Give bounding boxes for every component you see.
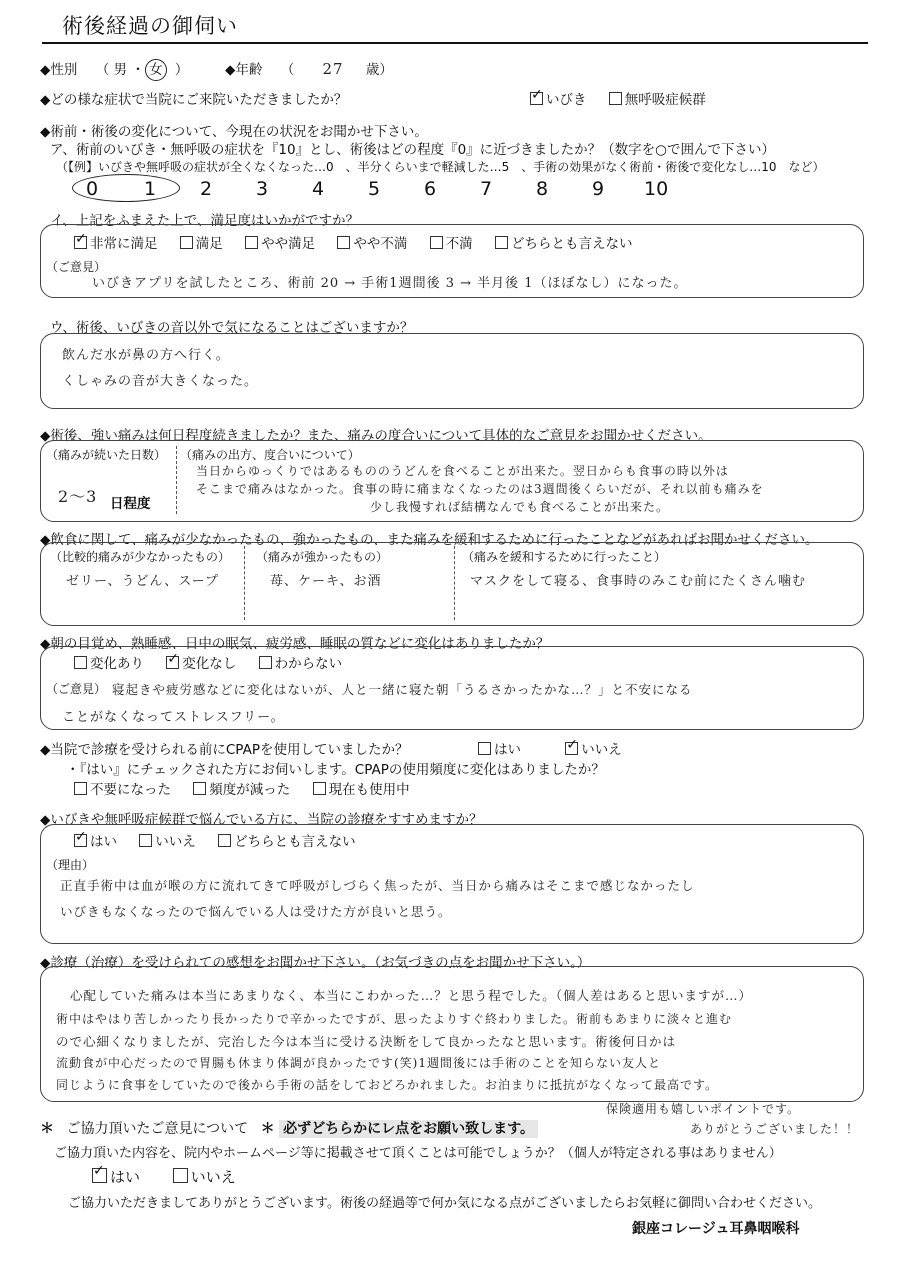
q10-line7[interactable]: ありがとうございました！！ [690, 1122, 860, 1136]
scale-6[interactable]: 6 [424, 178, 437, 200]
q7-opt-no-change[interactable]: ✓ 変化なし [166, 656, 236, 672]
q10-line4[interactable]: 流動食が中心だったので胃腸も休まり体調が良かったです(笑)1週間後には手術のことを知らない友人と [56, 1056, 662, 1070]
q5-detail-2[interactable]: そこまで痛みはなかった。食事の時に痛まなくなったのは3週間後くらいだが、それ以前も痛みを [196, 482, 764, 496]
gender-dot: ・ [131, 62, 145, 78]
q8-sub-options [74, 778, 410, 798]
q3-opt-very-satisfied[interactable]: ✓非常に満足 [74, 236, 158, 252]
q8-opt-reduced[interactable]: 頻度が減った [193, 782, 290, 798]
q3-opinion-label: （ご意見） [46, 260, 107, 274]
q5-detail-label: （痛みの出方、度合いについて） [180, 448, 360, 462]
q6-col1-label: （比較的痛みが少なかったもの） [50, 550, 231, 564]
q6-col1[interactable]: ゼリー、うどん、スープ [66, 574, 219, 589]
footer-opt-no[interactable]: いいえ [173, 1168, 236, 1186]
age-unit: 歳） [365, 62, 393, 78]
q3-opt-satisfied[interactable]: 満足 [180, 236, 223, 252]
q5-divider [176, 446, 177, 514]
q8-text: ◆当院で診療を受けられる前にCPAPを使用していましたか？ [40, 742, 409, 758]
q1-options [530, 88, 706, 108]
q5-days-unit: 日程度 [110, 496, 151, 512]
q9-text: ◆いびきや無呼吸症候群で悩んでいる方に、当院の診療をすすめますか？ [40, 812, 483, 828]
q5-days-label: （痛みが続いた日数） [46, 448, 167, 462]
gender-male[interactable]: 男 [113, 62, 127, 78]
age-row [225, 58, 393, 78]
q10-line6[interactable]: 保険適用も嬉しいポイントです。 [606, 1102, 801, 1116]
q9-opt-yes[interactable]: ✓はい [74, 834, 117, 850]
footer-opt-yes[interactable]: ✓はい [92, 1168, 140, 1186]
q3-options [74, 232, 632, 252]
q9-line1[interactable]: 正直手術中は血が喉の方に流れてきて呼吸がしづらく焦ったが、当日から痛みはそこまで感じなかったし [60, 878, 695, 893]
gender-female[interactable]: 女 [149, 62, 163, 78]
title-divider [42, 42, 868, 44]
q6-col3[interactable]: マスクをして寝る、食事時のみこむ前にたくさん噛む [470, 574, 807, 589]
q3-opt-somewhat-satisfied[interactable]: やや満足 [245, 236, 315, 252]
q9-opt-no[interactable]: いいえ [139, 834, 196, 850]
footer-asterisk-2: ＊ [260, 1121, 275, 1137]
age-value[interactable]: 27 [322, 60, 344, 78]
gender-label: ◆性別 [40, 62, 78, 78]
q1-opt-snoring[interactable]: ✓ いびき [530, 92, 587, 108]
gender-close: ） [174, 62, 189, 78]
footer-asterisk-1: ＊ [40, 1121, 54, 1137]
q3-opt-dissatisfied[interactable]: 不満 [430, 236, 473, 252]
scale-8[interactable]: 8 [536, 178, 549, 200]
q6-col2-label: （痛みが強かったもの） [256, 550, 389, 564]
scale-2[interactable]: 2 [200, 178, 213, 200]
q4-line2[interactable]: くしゃみの音が大きくなった。 [62, 374, 259, 389]
q7-opinion-label: （ご意見） [46, 682, 107, 696]
q8-options [478, 738, 622, 758]
q2-example: （【例】いびきや無呼吸の症状が全くなくなった…0 、半分くらいまで軽減した…5 、手術の効果がなく術前・術後で変化なし…10 など） [56, 160, 825, 174]
footer-question: ご協力頂いた内容を、院内やホームページ等に掲載させて頂くことは可能でしょうか？（個人が特定される事はありません） [54, 1146, 782, 1161]
q9-opt-neutral[interactable]: どちらとも言えない [218, 834, 356, 850]
q8-opt-still-using[interactable]: 現在も使用中 [313, 782, 410, 798]
q7-opt-unknown[interactable]: わからない [259, 656, 343, 672]
q4-line1[interactable]: 飲んだ水が鼻の方へ行く。 [62, 348, 230, 363]
q2-text: ◆術前・術後の変化について、今現在の状況をお聞かせ下さい。 [40, 124, 428, 140]
age-label: ◆年齢 [225, 62, 263, 78]
q6-text: ◆飲食に関して、痛みが少なかったもの、強かったもの、また痛みを緩和するために行ったことなどがあればお聞かせください。 [40, 532, 819, 548]
q7-options [74, 652, 342, 672]
q7-line1[interactable]: 寝起きや疲労感などに変化はないが、人と一緒に寝た朝「うるさかったかな…？」と不安になる [112, 682, 693, 697]
scale-5[interactable]: 5 [368, 178, 381, 200]
q7-line2[interactable]: ことがなくなってストレスフリー。 [62, 710, 285, 725]
scale-10[interactable]: 10 [644, 178, 669, 200]
clinic-name: 銀座コレージュ耳鼻咽喉科 [632, 1221, 800, 1237]
q8-opt-no[interactable]: ✓ いいえ [565, 742, 622, 758]
footer-emphasis: 必ずどちらかにレ点をお願い致します。 [279, 1120, 538, 1138]
q8-opt-yes[interactable]: はい [478, 742, 521, 758]
q3-opt-somewhat-dissatisfied[interactable]: やや不満 [337, 236, 407, 252]
scale-0[interactable]: 0 [86, 178, 99, 200]
footer-options [92, 1166, 236, 1187]
footer-thanks: ご協力いただきましてありがとうございます。術後の経過等で何か気になる点がございましたらお気軽に御問い合わせください。 [68, 1196, 821, 1211]
q7-opt-changed[interactable]: 変化あり [74, 656, 144, 672]
q5-text: ◆術後、強い痛みは何日程度続きましたか？また、痛みの度合いについて具体的なご意見をお聞かせください。 [40, 428, 712, 444]
q4-text: ウ、術後、いびきの音以外で気になることはございますか？ [50, 320, 414, 336]
q3-opinion[interactable]: いびきアプリを試したところ、術前 20 → 手術1週間後 3 → 半月後 1（ほぼなし）になった。 [92, 276, 688, 291]
q9-reason-label: （理由） [46, 858, 95, 872]
q9-line2[interactable]: いびきもなくなったので悩んでいる人は受けた方が良いと思う。 [60, 904, 452, 919]
scale-4[interactable]: 4 [312, 178, 325, 200]
q8-sub: ・『はい』にチェックされた方にお伺いします。CPAPの使用頻度に変化はありましたか？ [66, 762, 605, 778]
q3-opt-neutral[interactable]: どちらとも言えない [495, 236, 633, 252]
q2-sub-a: ア、術前のいびき・無呼吸の症状を『10』とし、術後はどの程度『0』に近づきましたか？（数字を○で囲んで下さい） [50, 142, 775, 158]
q10-line5[interactable]: 同じように食事をしていたので後から手術の話をしておどろかれました。お泊まりに抵抗がなくなって最高です。 [56, 1078, 719, 1092]
scale-9[interactable]: 9 [592, 178, 605, 200]
q1-text: ◆どの様な症状で当院にご来院いただきましたか？ [40, 92, 348, 108]
q9-options [74, 830, 356, 850]
q10-line1[interactable]: 心配していた痛みは本当にあまりなく、本当にこわかった…？と思う程でした。（個人差はあると思いますが…） [70, 988, 753, 1003]
scale-1[interactable]: 1 [144, 178, 157, 200]
gender-open: （ [95, 62, 110, 78]
q6-col2[interactable]: 苺、ケーキ、お酒 [270, 574, 382, 589]
q6-divider-1 [244, 546, 245, 620]
age-open: （ [280, 62, 295, 78]
q7-text: ◆朝の目覚め、熟睡感、日中の眠気、疲労感、睡眠の質などに変化はありましたか？ [40, 636, 550, 652]
scale-selection-circle [72, 174, 180, 202]
scale-7[interactable]: 7 [480, 178, 493, 200]
q3-text: イ、上記をふまえた上で、満足度はいかがですか？ [50, 213, 360, 229]
q10-text: ◆診療（治療）を受けられての感想をお聞かせ下さい。（お気づきの点をお聞かせ下さい。） [40, 955, 591, 971]
q6-divider-2 [454, 546, 455, 620]
q6-col3-label: （痛みを緩和するために行ったこと） [462, 550, 667, 564]
q5-detail-3[interactable]: 少し我慢すれば結構なんでも食べることが出来た。 [370, 500, 670, 514]
gender-row [40, 58, 188, 78]
page-title: 術後経過の御伺い [62, 14, 238, 38]
q10-line2[interactable]: 術中はやはり苦しかったり長かったりで辛かったですが、思ったよりすぐ終わりました。術前もあまりに淡々と進む [56, 1012, 733, 1026]
footer-heading-row [40, 1118, 538, 1138]
q5-days-value[interactable]: 2～3 [58, 487, 98, 506]
q1-opt-apnea[interactable]: 無呼吸症候群 [609, 92, 706, 108]
q8-opt-unneeded[interactable]: 不要になった [74, 782, 171, 798]
footer-heading: ご協力頂いたご意見について [66, 1121, 249, 1137]
q5-detail-1[interactable]: 当日からゆっくりではあるもののうどんを食べることが出来た。翌日からも食事の時以外は [196, 464, 729, 478]
q10-line3[interactable]: ので心細くなりましたが、完治した今は本当に受ける決断をして良かったなと思います。術後何日かは [56, 1034, 677, 1049]
scale-3[interactable]: 3 [256, 178, 269, 200]
